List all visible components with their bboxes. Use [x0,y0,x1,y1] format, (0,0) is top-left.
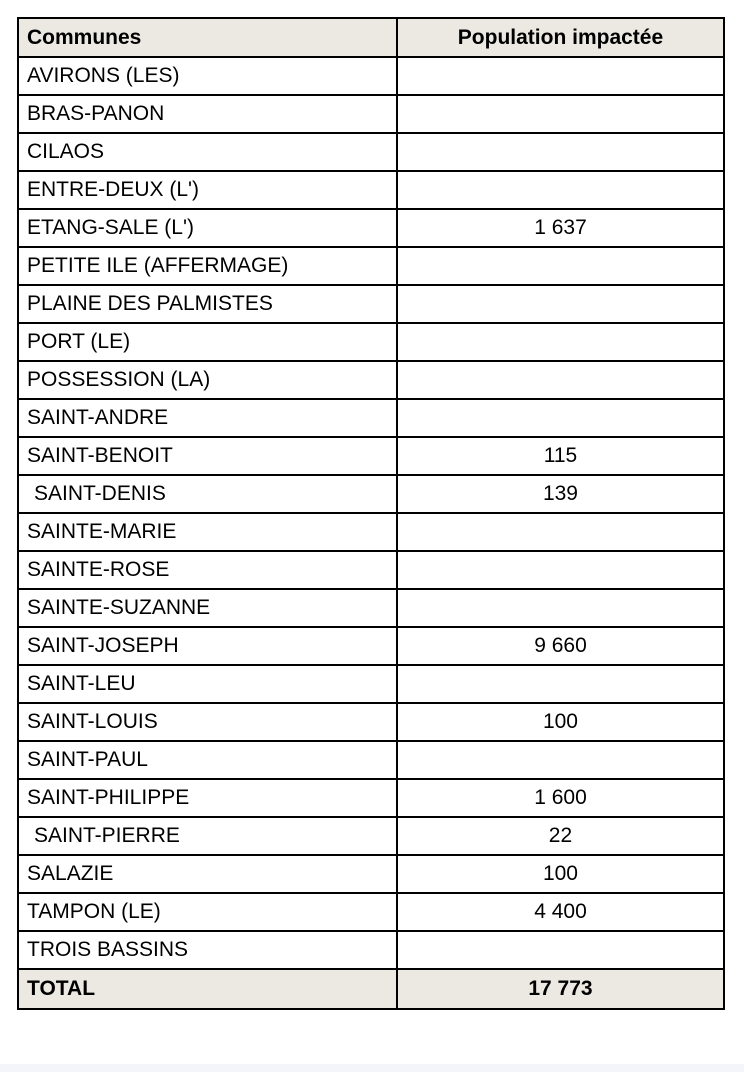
table-body [18,57,724,969]
population-cell: 100 [397,855,724,893]
population-cell [397,399,724,437]
table-row [18,285,724,323]
population-table [17,17,725,1010]
population-cell [397,551,724,589]
population-cell: 115 [397,437,724,475]
population-cell: 22 [397,817,724,855]
page-bottom-strip [0,1064,744,1072]
table-row [18,627,724,665]
commune-cell: SAINT-PIERRE [18,817,397,855]
commune-cell: BRAS-PANON [18,95,397,133]
commune-cell: SAINTE-MARIE [18,513,397,551]
commune-cell: CILAOS [18,133,397,171]
header-population: Population impactée [397,18,724,57]
commune-cell: SAINT-LEU [18,665,397,703]
population-cell [397,95,724,133]
population-cell [397,361,724,399]
table-row [18,437,724,475]
table-row [18,893,724,931]
table-row [18,931,724,969]
commune-cell: ETANG-SALE (L') [18,209,397,247]
commune-cell: SAINTE-ROSE [18,551,397,589]
commune-cell: PLAINE DES PALMISTES [18,285,397,323]
commune-cell: SAINT-DENIS [18,475,397,513]
table-row [18,779,724,817]
total-row [18,969,724,1009]
table-row [18,855,724,893]
header-communes: Communes [18,18,397,57]
commune-cell: SAINT-JOSEPH [18,627,397,665]
population-cell [397,323,724,361]
population-cell [397,133,724,171]
population-cell [397,665,724,703]
table-row [18,361,724,399]
table-row [18,399,724,437]
population-cell: 1 600 [397,779,724,817]
population-cell [397,285,724,323]
commune-cell: SALAZIE [18,855,397,893]
population-cell [397,171,724,209]
population-cell [397,513,724,551]
population-cell: 4 400 [397,893,724,931]
table-row [18,209,724,247]
commune-cell: AVIRONS (LES) [18,57,397,95]
commune-cell: PETITE ILE (AFFERMAGE) [18,247,397,285]
table-row [18,817,724,855]
commune-cell: SAINT-BENOIT [18,437,397,475]
table-row [18,703,724,741]
population-cell [397,589,724,627]
table-row [18,551,724,589]
commune-cell: ENTRE-DEUX (L') [18,171,397,209]
header-row [18,18,724,57]
commune-cell: PORT (LE) [18,323,397,361]
commune-cell: POSSESSION (LA) [18,361,397,399]
population-cell: 139 [397,475,724,513]
table-row [18,57,724,95]
table-row [18,171,724,209]
commune-cell: TAMPON (LE) [18,893,397,931]
commune-cell: SAINT-PHILIPPE [18,779,397,817]
commune-cell: SAINT-LOUIS [18,703,397,741]
table-row [18,513,724,551]
population-cell [397,247,724,285]
population-cell: 9 660 [397,627,724,665]
population-cell: 100 [397,703,724,741]
commune-cell: TROIS BASSINS [18,931,397,969]
total-label: TOTAL [18,969,397,1009]
table-row [18,475,724,513]
commune-cell: SAINTE-SUZANNE [18,589,397,627]
commune-cell: SAINT-ANDRE [18,399,397,437]
population-cell [397,741,724,779]
population-cell [397,931,724,969]
table-row [18,323,724,361]
population-cell: 1 637 [397,209,724,247]
commune-cell: SAINT-PAUL [18,741,397,779]
table-row [18,247,724,285]
population-cell [397,57,724,95]
table-row [18,665,724,703]
table-row [18,589,724,627]
table-row [18,741,724,779]
total-value: 17 773 [397,969,724,1009]
table-row [18,133,724,171]
table-row [18,95,724,133]
